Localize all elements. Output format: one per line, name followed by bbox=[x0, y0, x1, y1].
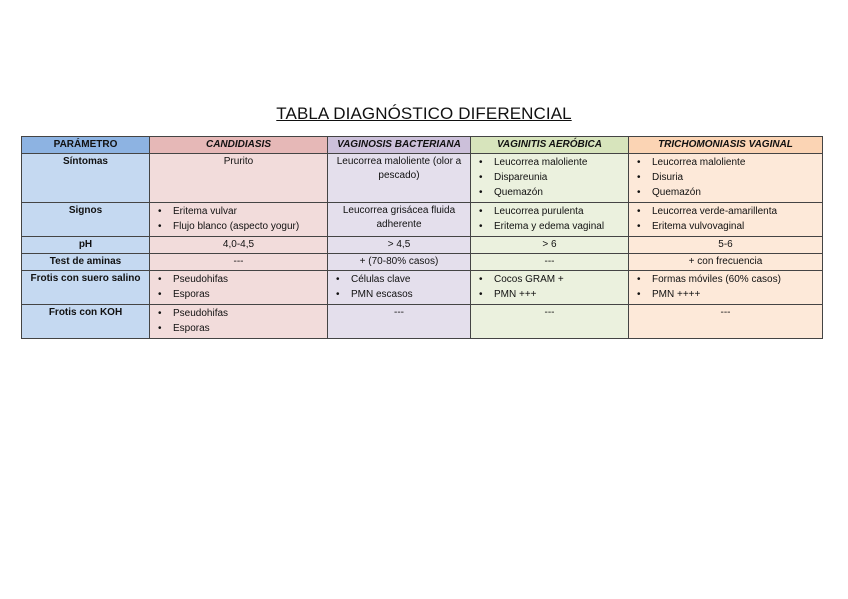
bullet-list bbox=[475, 204, 624, 235]
param-cell: Signos bbox=[22, 203, 150, 237]
aerobica-cell bbox=[471, 271, 629, 305]
list-item: • Leucorrea purulenta bbox=[475, 204, 624, 219]
list-item: • Cocos GRAM + bbox=[475, 272, 624, 287]
trichomoniasis-cell: + con frecuencia bbox=[629, 254, 823, 271]
list-item: • Eritema vulvovaginal bbox=[633, 219, 818, 234]
aerobica-cell: --- bbox=[471, 305, 629, 339]
candidiasis-cell bbox=[150, 203, 328, 237]
vaginosis-cell: Leucorrea maloliente (olor a pescado) bbox=[328, 154, 471, 203]
list-item: • PMN ++++ bbox=[633, 287, 818, 302]
list-item: • Quemazón bbox=[633, 185, 818, 200]
list-item: • Pseudohifas bbox=[154, 306, 323, 321]
param-cell: Test de aminas bbox=[22, 254, 150, 271]
trichomoniasis-cell bbox=[629, 203, 823, 237]
bullet-list bbox=[154, 272, 323, 303]
bullet-list bbox=[154, 306, 323, 337]
table-row bbox=[22, 237, 823, 254]
candidiasis-cell: 4,0-4,5 bbox=[150, 237, 328, 254]
table-row bbox=[22, 154, 823, 203]
list-item: • Leucorrea maloliente bbox=[633, 155, 818, 170]
param-cell: Frotis con KOH bbox=[22, 305, 150, 339]
bullet-list bbox=[475, 155, 624, 201]
candidiasis-cell: Prurito bbox=[150, 154, 328, 203]
list-item: • Leucorrea maloliente bbox=[475, 155, 624, 170]
list-item: • Esporas bbox=[154, 287, 323, 302]
list-item: • Pseudohifas bbox=[154, 272, 323, 287]
trichomoniasis-cell bbox=[629, 154, 823, 203]
list-item: • Células clave bbox=[332, 272, 466, 287]
bullet-list bbox=[633, 272, 818, 303]
list-item: • PMN escasos bbox=[332, 287, 466, 302]
header-candidiasis: CANDIDIASIS bbox=[150, 137, 328, 154]
candidiasis-cell bbox=[150, 305, 328, 339]
aerobica-cell: --- bbox=[471, 254, 629, 271]
table-row bbox=[22, 254, 823, 271]
candidiasis-cell bbox=[150, 271, 328, 305]
list-item: • Esporas bbox=[154, 321, 323, 336]
param-cell: Síntomas bbox=[22, 154, 150, 203]
bullet-list bbox=[633, 204, 818, 235]
list-item: • Eritema y edema vaginal bbox=[475, 219, 624, 234]
list-item: • Formas móviles (60% casos) bbox=[633, 272, 818, 287]
trichomoniasis-cell bbox=[629, 271, 823, 305]
differential-diagnosis-table bbox=[21, 136, 823, 339]
vaginosis-cell: + (70-80% casos) bbox=[328, 254, 471, 271]
aerobica-cell bbox=[471, 154, 629, 203]
candidiasis-cell: --- bbox=[150, 254, 328, 271]
bullet-list bbox=[332, 272, 466, 303]
page-title: TABLA DIAGNÓSTICO DIFERENCIAL bbox=[276, 104, 572, 123]
table-row bbox=[22, 305, 823, 339]
list-item: • Flujo blanco (aspecto yogur) bbox=[154, 219, 323, 234]
vaginosis-cell: --- bbox=[328, 305, 471, 339]
vaginosis-cell: > 4,5 bbox=[328, 237, 471, 254]
list-item: • Quemazón bbox=[475, 185, 624, 200]
list-item: • Leucorrea verde-amarillenta bbox=[633, 204, 818, 219]
table-row bbox=[22, 271, 823, 305]
header-row bbox=[22, 137, 823, 154]
bullet-list bbox=[633, 155, 818, 201]
param-cell: pH bbox=[22, 237, 150, 254]
aerobica-cell bbox=[471, 203, 629, 237]
list-item: • Dispareunia bbox=[475, 170, 624, 185]
list-item: • Disuria bbox=[633, 170, 818, 185]
header-parametro: PARÁMETRO bbox=[22, 137, 150, 154]
header-vaginitis-aerobica: VAGINITIS AERÓBICA bbox=[471, 137, 629, 154]
trichomoniasis-cell: 5-6 bbox=[629, 237, 823, 254]
bullet-list bbox=[475, 272, 624, 303]
list-item: • Eritema vulvar bbox=[154, 204, 323, 219]
vaginosis-cell bbox=[328, 271, 471, 305]
vaginosis-cell: Leucorrea grisácea fluida adherente bbox=[328, 203, 471, 237]
bullet-list bbox=[154, 204, 323, 235]
aerobica-cell: > 6 bbox=[471, 237, 629, 254]
param-cell: Frotis con suero salino bbox=[22, 271, 150, 305]
list-item: • PMN +++ bbox=[475, 287, 624, 302]
header-vaginosis-bacteriana: VAGINOSIS BACTERIANA bbox=[328, 137, 471, 154]
table-row bbox=[22, 203, 823, 237]
header-trichomoniasis-vaginal: TRICHOMONIASIS VAGINAL bbox=[629, 137, 823, 154]
trichomoniasis-cell: --- bbox=[629, 305, 823, 339]
